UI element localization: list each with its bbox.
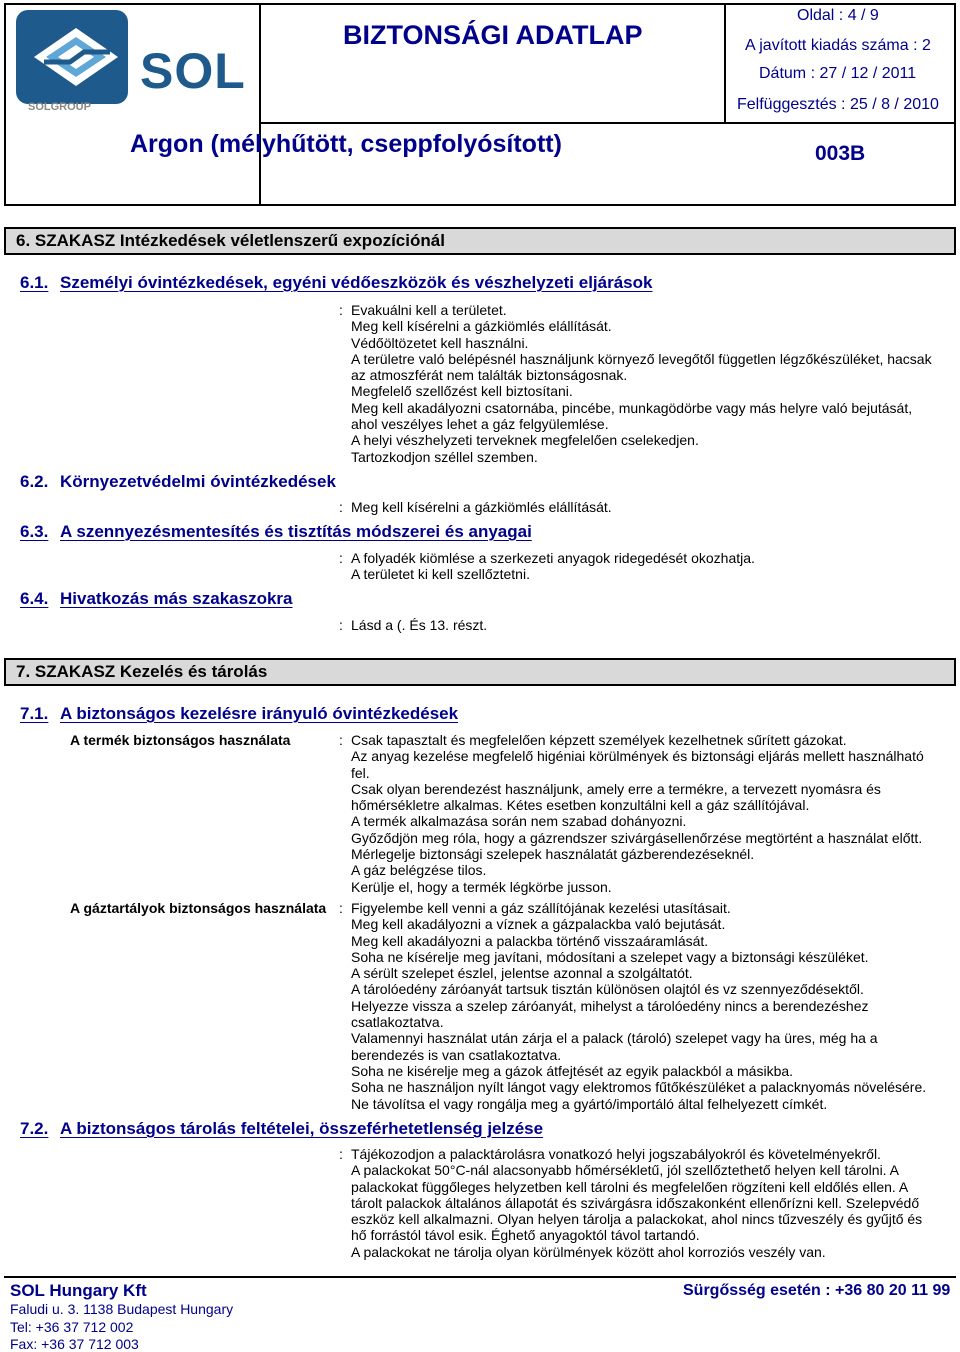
- subsection-7-1-title: 7.1. A biztonságos kezelésre irányuló óvintézkedések: [20, 704, 459, 723]
- logo-wordmark: SOL: [140, 43, 246, 99]
- product-name: Argon (mélyhűtött, cseppfolyósított): [130, 130, 562, 158]
- issue-date: Dátum : 27 / 12 / 2011: [759, 65, 917, 82]
- subsection-number: 6.1.: [20, 273, 49, 292]
- label-product-safe-use: A termék biztonságos használata: [70, 732, 291, 748]
- product-code: 003B: [815, 142, 866, 165]
- logo-subtext: SOLGROUP: [28, 101, 91, 113]
- subsection-6-3-title: 6.3. A szennyezésmentesítés és tisztítás módszerei és anyagai: [20, 522, 532, 541]
- subsection-6-2-body: Meg kell kísérelni a gázkiömlés elállítását.: [351, 499, 612, 515]
- section-7-bar: 7. SZAKASZ Kezelés és tárolás: [4, 658, 956, 686]
- cylinder-safe-use-body: Figyelembe kell venni a gáz szállítójának kezelési utasításait. Meg kell akadályozni a víznek a gázpalackba való bejutását. Meg kell akadályozni a palackba történő visszaáramlását. Soha ne kísérelje meg javítani, módosítani a szelepet vagy a biztonsági készüléket. A sérült szelepet észlel, jelentse azonnal a szolgáltatót. A tárolóedény záróanyát tartsuk tisztán különösen olajtól és vz szennyeződésektől. Helyezze vissza a szelep záróanyát, mihelyst a tárolóedény nincs a berendezéshez csatlakoztatva. Valamennyi használat után zárja el a palack (tároló) szelepet vagy ha üres, még ha a berendezés is van csatlakoztatva. Soha ne kisérelje meg a gázok átfejtését az egyik palackból a másikba. Soha ne használjon nyílt lángot vagy elektromos fűtőkészüléket a palacknyomás növelésére. Ne távolítsa el vagy rongálja meg a gyártó/importáló által felhelyezett címkét.: [351, 900, 927, 1112]
- subsection-6-4-title: 6.4. Hivatkozás más szakaszokra: [20, 589, 293, 608]
- subsection-text: Személyi óvintézkedések, egyéni védőeszközök és vészhelyzeti eljárások: [60, 273, 653, 292]
- document-title: BIZTONSÁGI ADATLAP: [343, 20, 643, 50]
- section-6-bar: 6. SZAKASZ Intézkedések véletlenszerű expozíciónál: [4, 227, 956, 255]
- footer-company: SOL Hungary Kft: [10, 1281, 147, 1300]
- sol-logo: [14, 10, 244, 120]
- label-cylinder-safe-use: A gáztartályok biztonságos használata: [70, 900, 327, 916]
- footer-fax: Fax: +36 37 712 003: [10, 1336, 139, 1352]
- footer-address: Faludi u. 3. 1138 Budapest Hungary: [10, 1301, 234, 1317]
- subsection-6-2-title: 6.2. Környezetvédelmi óvintézkedések: [20, 472, 336, 491]
- footer-divider: [4, 1276, 956, 1278]
- revision-number: A javított kiadás száma : 2: [745, 37, 931, 54]
- subsection-6-4-body: Lásd a (. És 13. részt.: [351, 617, 488, 633]
- supersedes-date: Felfüggesztés : 25 / 8 / 2010: [737, 96, 939, 113]
- subsection-6-1-title: [20, 273, 652, 293]
- subsection-7-2-title: 7.2. A biztonságos tárolás feltételei, összeférhetetlenség jelzése: [20, 1119, 544, 1138]
- footer-emergency-phone: Sürgősség esetén : +36 80 20 11 99: [683, 1282, 951, 1299]
- subsection-6-1-body: Evakuálni kell a területet. Meg kell kísérelni a gázkiömlés elállítását. Védőöltözetet kell használni. A területre való belépésnél használjunk környező levegőtől független légzőkészüléket, hacsak az atmoszférát nem találták biztonságosnak. Megfelelő szellőzést kell biztosítani. Meg kell akadályozni csatornába, pincébe, munkagödörbe vagy más helyre való bejutását, ahol veszélyes lehet a gáz felgyülemlése. A helyi vészhelyzeti terveknek megfelelően cselekedjen. Tartozkodjon széllel szemben.: [351, 302, 932, 465]
- subsection-6-3-body: A folyadék kiömlése a szerkezeti anyagok ridegedését okozhatja. A területet ki kell szellőztetni.: [351, 550, 755, 583]
- footer-tel: Tel: +36 37 712 002: [10, 1319, 134, 1335]
- page-number: Oldal : 4 / 9: [797, 7, 879, 24]
- product-safe-use-body: Csak tapasztalt és megfelelően képzett személyek kezelhetnek sűrített gázokat. Az anyag kezelése megfelelő higéniai körülmények és biztonsági eljárás mellett használható fel. Csak olyan berendezést használjunk, amely erre a termékre, a tervezett nyomásra és hőmérsékletre alkalmas. Kétes esetben konzultálni kell a gáz szállítójával. A termék alkalmazása során nem szabad dohányozni. Győződjön meg róla, hogy a gázrendszer szivárgásellenőrzése megtörtént a használat előtt. Mérlegelje biztonsági szelepek használatát gázberendezéseknél. A gáz belégzése tilos. Kerülje el, hogy a termék légkörbe jusson.: [351, 732, 924, 895]
- storage-body: Tájékozodjon a palacktárolásra vonatkozó helyi jogszabályokról és követelményekről. A palackokat 50°C-nál alacsonyabb hőmérsékletű, jól szellőztethető helyen kell tárolni. A palackokat függőleges helyzetben kell tárolni és megfelelően rögzíteni kell eldőlés ellen. A tárolt palackok általános állapotát és szivárgásra időszakonként ellenőrízni kell. Szelepvédő eszköz kell alkalmazni. Olyan helyen tárolja a palackokat, ahol nincs tűzveszély és gyűjtő és hő forrástól távol esik. Éghető anyagoktól távol tartandó. A palackokat ne tárolja olyan körülmények között ahol korroziós veszély van.: [351, 1146, 923, 1260]
